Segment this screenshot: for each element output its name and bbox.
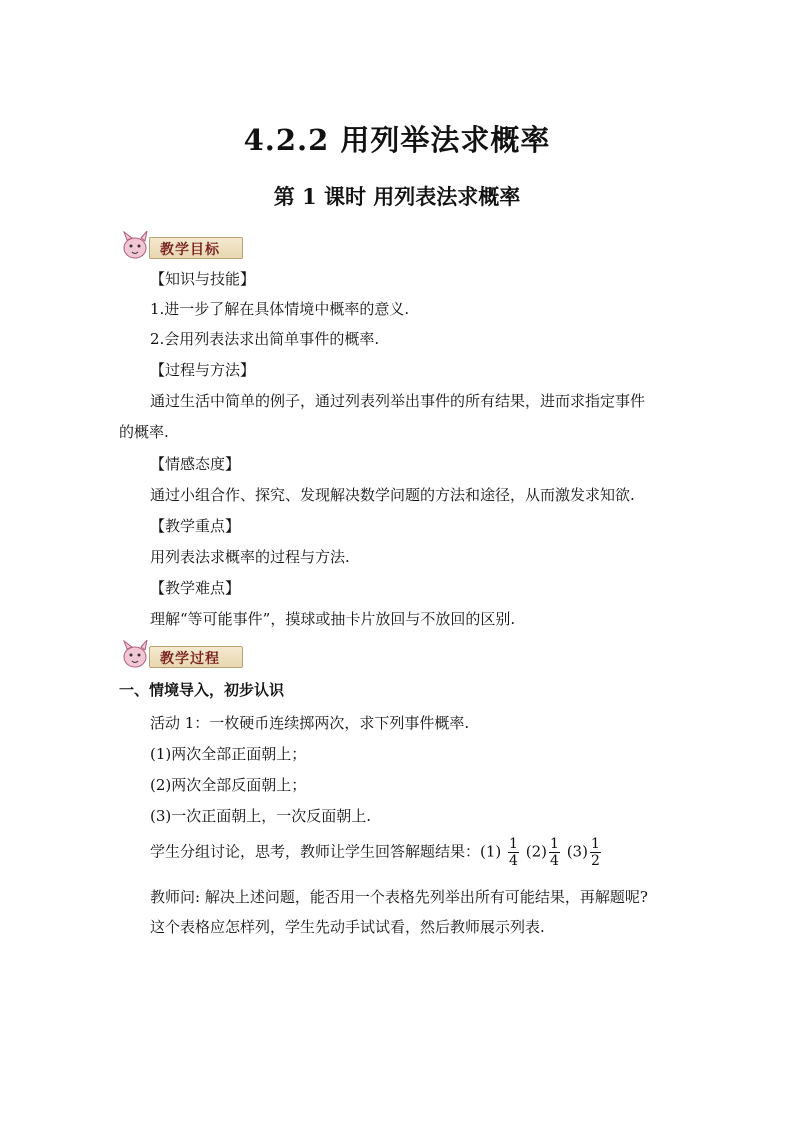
text-line: 活动 1：一枚硬币连续掷两次，求下列事件概率. [150,714,470,732]
text-line: (2)两次全部反面朝上； [150,776,307,794]
heading-difficulties: 【教学难点】 [150,579,241,597]
text-line: 教师问: 解决上述问题，能否用一个表格先列举出所有可能结果，再解题呢? [150,888,648,906]
text-line: 用列表法求概率的过程与方法. [150,548,350,566]
text-line: 1.进一步了解在具体情境中概率的意义. [150,300,410,318]
text-line: 的概率. [119,423,169,441]
result-2-label: (2) [525,842,547,861]
text-line: 这个表格应怎样列，学生先动手试试看，然后教师展示列表. [150,918,545,936]
heading-process: 【过程与方法】 [150,361,256,379]
page-subtitle: 第 1 课时 用列表法求概率 [273,184,521,209]
text-line: 2.会用列表法求出简单事件的概率. [150,330,380,348]
text-line: 通过生活中简单的例子，通过列表列举出事件的所有结果，进而求指定事件 [150,392,646,410]
section-badge-process [119,640,243,670]
text-line: (1)两次全部正面朝上； [150,745,307,763]
result-3-label: (3) [566,842,588,861]
text-line: 通过小组合作、探究、发现解决数学问题的方法和途径，从而激发求知欲. [150,486,635,504]
heading-attitude: 【情感态度】 [150,455,241,473]
result-1-label: (1) [480,842,502,861]
fraction-1: $\frac{1}{4}$ [509,836,518,869]
text-line: 理解“等可能事件”，摸球或抽卡片放回与不放回的区别. [150,610,516,628]
fraction-2: $\frac{1}{4}$ [550,836,559,869]
result-prefix: 学生分组讨论，思考，教师让学生回答解题结果： [150,842,481,861]
fraction-3: $\frac{1}{2}$ [590,836,600,869]
page-title: 4.2.2 用列举法求概率 [243,123,551,157]
text-line: (3)一次正面朝上，一次反面朝上. [150,807,372,825]
section-badge-objectives [119,231,243,261]
badge-label: 教学过程 [160,651,220,667]
heading-knowledge: 【知识与技能】 [150,270,256,288]
heading-key-points: 【教学重点】 [150,517,241,535]
badge-label: 教学目标 [160,242,220,258]
result-line [150,836,603,869]
section-heading: 一、情境导入，初步认识 [119,681,285,699]
